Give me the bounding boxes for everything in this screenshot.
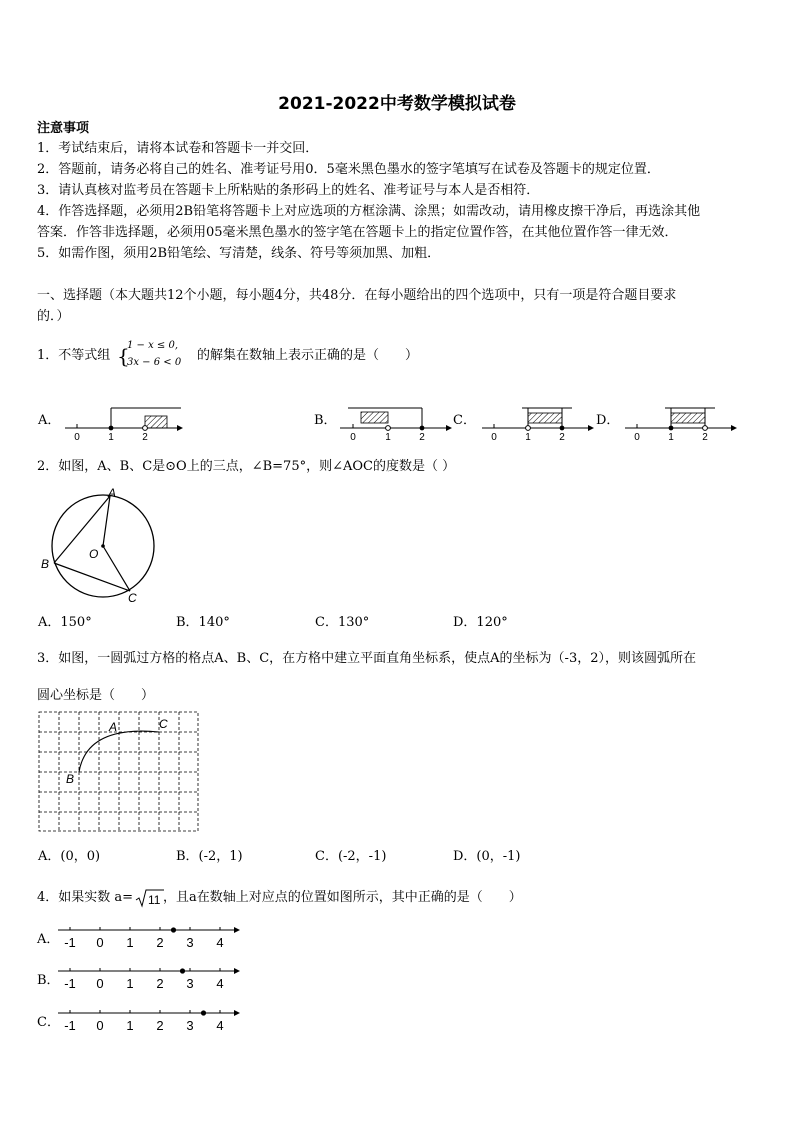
q3-option-a: A．(0，0)	[38, 849, 101, 864]
tick-label: 2	[142, 432, 148, 443]
sqrt-radicand: 11	[148, 893, 161, 907]
axis-arrow-icon	[234, 968, 240, 974]
q2-circle-figure	[38, 484, 163, 609]
tick-label: 1	[668, 432, 674, 443]
notice-item: 3．请认真核对监考员在答题卡上所粘贴的条形码上的姓名、准考证号与本人是否相符．	[37, 183, 540, 198]
q1-inequality-2: 3𝑥 − 6 < 0	[127, 357, 182, 368]
tick-label: 1	[126, 1018, 134, 1033]
q3-grid-figure	[38, 711, 200, 833]
q3-option-c: C．(-2，-1)	[315, 849, 387, 864]
q3-text-line2: 圆心坐标是（ ）	[37, 688, 155, 703]
q3-text-line1: 3．如图，一圆弧过方格的格点A、B、C，在方格中建立平面直角坐标系，使点A的坐标为（-3，2），则该圆弧所在	[37, 651, 696, 666]
q1-option-a-label: A．	[38, 413, 61, 428]
tick-label: -1	[64, 1018, 76, 1033]
tick-label: 2	[156, 976, 164, 991]
axis-arrow-icon	[234, 1010, 240, 1016]
q1-option-b-label: B．	[314, 413, 337, 428]
tick-label: 4	[216, 935, 224, 950]
q4-option-c-numberline	[58, 1005, 242, 1037]
notice-item: 答案．作答非选择题，必须用05毫米黑色墨水的签字笔在答题卡上的指定位置作答，在其他位置作答一律无效．	[37, 225, 678, 240]
q4-option-a-numberline	[58, 922, 242, 954]
tick-label: 2	[419, 432, 425, 443]
point-label-c: C	[128, 591, 137, 605]
point-label-b: B	[41, 557, 50, 571]
q2-text: 2．如图，A、B、C是⊙O上的三点，∠B=75°，则∠AOC的度数是（ ）	[37, 459, 456, 474]
point-a-marker	[171, 927, 176, 932]
sqrt-icon	[135, 887, 165, 909]
q4-suffix: ，且a在数轴上对应点的位置如图所示，其中正确的是（ ）	[163, 890, 522, 905]
axis-arrow-icon	[234, 927, 240, 933]
q4-option-c-label: C．	[37, 1015, 60, 1030]
notice-heading: 注意事项	[37, 121, 90, 136]
tick-label: 0	[96, 935, 104, 950]
tick-label: 2	[156, 935, 164, 950]
q2-option-a: A．150°	[38, 615, 92, 630]
q4-option-b-label: B．	[37, 973, 60, 988]
tick-label: 1	[126, 976, 134, 991]
point-label-o: O	[89, 547, 99, 561]
notice-item: 5．如需作图，须用2B铅笔绘、写清楚，线条、符号等须加黑、加粗．	[37, 246, 441, 261]
q3-option-b: B．(-2，1)	[176, 849, 243, 864]
tick-label: 2	[559, 432, 565, 443]
tick-label: 4	[216, 1018, 224, 1033]
q1-prefix: 1．不等式组	[37, 348, 111, 363]
section-heading-cont: 的．）	[37, 309, 70, 324]
q1-option-c-numberline	[482, 400, 597, 444]
page-title: 2021-2022中考数学模拟试卷	[278, 94, 516, 114]
tick-label: 4	[216, 976, 224, 991]
tick-label: -1	[64, 935, 76, 950]
tick-label: 0	[74, 432, 80, 443]
q4-option-b-numberline	[58, 963, 242, 995]
point-label-a: A	[108, 486, 117, 500]
tick-label: 1	[385, 432, 391, 443]
q2-option-d: D．120°	[453, 615, 508, 630]
notice-item: 1．考试结束后，请将本试卷和答题卡一并交回．	[37, 141, 319, 156]
tick-label: 3	[186, 935, 194, 950]
q1-option-c-label: C．	[453, 413, 476, 428]
q4-prefix: 4．如果实数 a=	[37, 890, 134, 905]
q1-option-d-label: D．	[596, 413, 620, 428]
q4-option-a-label: A．	[37, 932, 60, 947]
tick-label: 0	[96, 976, 104, 991]
q1-suffix: 的解集在数轴上表示正确的是（ ）	[197, 348, 419, 363]
q1-inequality-1: 1 − 𝑥 ≤ 0,	[127, 340, 179, 351]
q1-option-a-numberline	[65, 400, 185, 444]
point-a-marker	[180, 968, 185, 973]
q3-option-d: D．(0，-1)	[453, 849, 521, 864]
point-a-marker	[201, 1010, 206, 1015]
point-label-c: C	[159, 717, 168, 731]
q2-option-c: C．130°	[315, 615, 370, 630]
tick-label: 3	[186, 976, 194, 991]
tick-label: 1	[525, 432, 531, 443]
notice-item: 4．作答选择题，必须用2B铅笔将答题卡上对应选项的方框涂满、涂黑；如需改动，请用橡皮擦干净后，再选涂其他	[37, 204, 701, 219]
tick-label: 0	[350, 432, 356, 443]
tick-label: 0	[634, 432, 640, 443]
tick-label: 3	[186, 1018, 194, 1033]
q2-option-b: B．140°	[176, 615, 230, 630]
notice-item: 2．答题前，请务必将自己的姓名、准考证号用0．5毫米黑色墨水的签字笔填写在试卷及答题卡的规定位置．	[37, 162, 660, 177]
tick-label: 0	[96, 1018, 104, 1033]
point-label-b: B	[66, 772, 75, 786]
brace-icon: {	[117, 344, 130, 368]
tick-label: 1	[108, 432, 114, 443]
section-heading: 一、选择题（本大题共12个小题，每小题4分，共48分．在每小题给出的四个选项中，只有一项是符合题目要求	[37, 288, 677, 303]
q1-option-d-numberline	[625, 400, 740, 444]
tick-label: 2	[702, 432, 708, 443]
tick-label: 1	[126, 935, 134, 950]
q1-option-b-numberline	[340, 400, 455, 444]
tick-label: 2	[156, 1018, 164, 1033]
tick-label: 0	[491, 432, 497, 443]
tick-label: -1	[64, 976, 76, 991]
point-label-a: A	[109, 720, 118, 734]
